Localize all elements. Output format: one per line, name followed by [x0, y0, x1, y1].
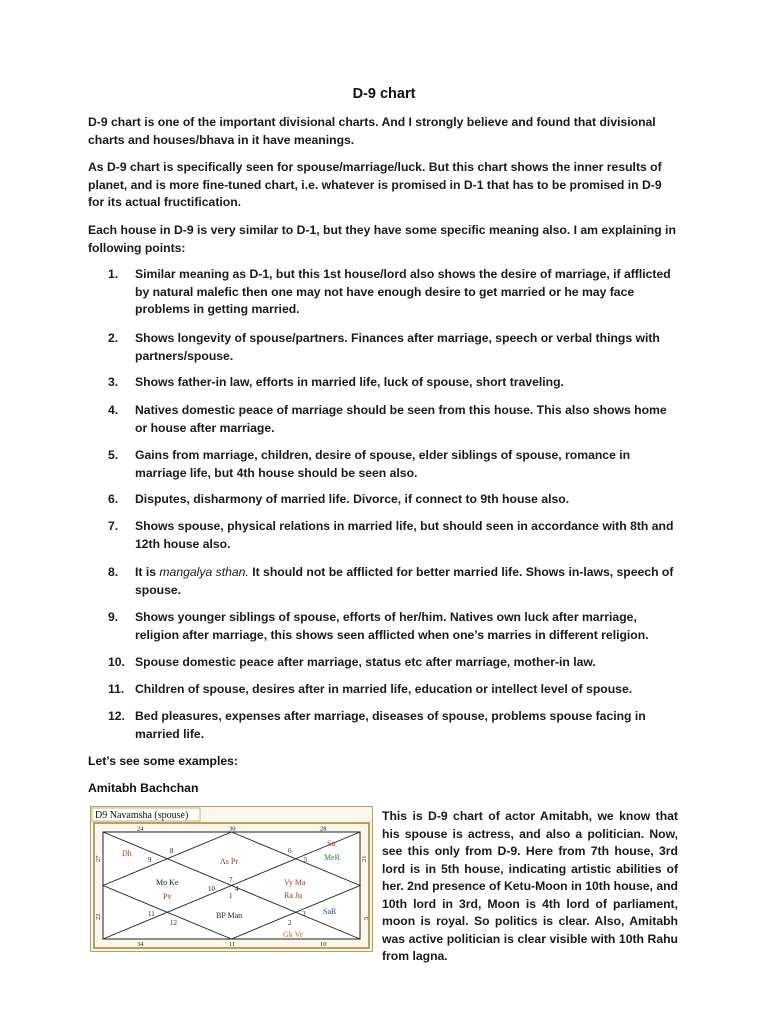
planet-label: As Pr: [220, 857, 239, 866]
list-text: Similar meaning as D-1, but this 1st house/lord also shows the desire of marriage, if afflicted by natural malefic then one may not have enough desire to get married or he may face problems in getting married.: [135, 267, 671, 316]
degree-label: 24: [137, 825, 144, 833]
example-name: Amitabh Bachchan: [88, 781, 199, 795]
house-number: 2: [288, 919, 292, 927]
list-text: Gains from marriage, children, desire of spouse, elder siblings of spouse, romance in marriage life, but 4th house should be seen also.: [135, 448, 631, 480]
list-item: [108, 654, 680, 672]
house-number: 11: [148, 910, 155, 918]
list-number: 4.: [108, 403, 119, 417]
list-number: 12.: [108, 709, 125, 723]
list-text: Bed pleasures, expenses after marriage, diseases of spouse, problems spouse facing in married life.: [135, 709, 646, 741]
degree-label: 10: [320, 941, 327, 948]
list-text-prefix: It is: [135, 565, 160, 579]
purpose-paragraph: As D-9 chart is specifically seen for spouse/marriage/luck. But this chart shows the inner results of planet, and is more fine-tuned chart, i.e. whatever is promised in D-1 that has to be promised in D-9 for its actual fructification.: [88, 160, 662, 209]
list-item: [108, 518, 680, 553]
list-item: [108, 491, 680, 509]
house-number: 7: [229, 876, 233, 884]
planet-label: Su: [327, 839, 336, 848]
list-text: [135, 564, 680, 599]
house-number: 9: [148, 856, 152, 864]
degree-label: 28: [320, 825, 327, 833]
house-number: 8: [170, 847, 174, 855]
list-number: 6.: [108, 492, 119, 506]
list-item: [108, 564, 680, 599]
degree-label: 21: [361, 855, 368, 862]
degree-label: 22: [95, 913, 102, 920]
house-number: 10: [208, 885, 215, 893]
house-number: 12: [170, 919, 177, 927]
list-number: 11.: [108, 682, 125, 696]
list-item: [108, 609, 680, 644]
list-text: Natives domestic peace of marriage should be seen from this house. This also shows home or house after marriage.: [135, 403, 667, 435]
degree-label: 34: [137, 941, 144, 948]
list-item: [108, 681, 680, 699]
list-text: Spouse domestic peace after marriage, status etc after marriage, mother-in law.: [135, 655, 596, 669]
list-item: [108, 374, 680, 392]
house-number: 1: [229, 892, 233, 900]
planet-label: Mo Ke: [156, 878, 179, 887]
planet-label: Pv: [163, 892, 172, 901]
houses-intro-paragraph: Each house in D-9 is very similar to D-1, but they have some specific meaning also. I am explaining in following points:: [88, 223, 676, 255]
list-number: 9.: [108, 610, 119, 624]
navamsha-chart: [90, 806, 373, 952]
list-text-suffix: It should not be afflicted for better married life. Shows in-laws, speech of spouse.: [135, 565, 674, 597]
list-number: 2.: [108, 331, 119, 345]
list-number: 8.: [108, 565, 119, 579]
list-item: [108, 402, 680, 437]
planet-label: Vy Ma: [284, 878, 306, 887]
house-number: 5: [304, 856, 308, 864]
planet-label: Dh: [122, 849, 132, 858]
list-text: Shows younger siblings of spouse, efforts of her/him. Natives own luck after marriage, religion after marriage, this shows seen afflicted when one’s marries in different religion.: [135, 610, 649, 642]
planet-label: Ra Ju: [284, 891, 302, 900]
house-number: 6: [288, 847, 292, 855]
examples-heading: Let’s see some examples:: [88, 754, 238, 768]
list-text: Shows longevity of spouse/partners. Finances after marriage, speech or verbal things with partners/spouse.: [135, 331, 660, 363]
page-title: D-9 chart: [352, 86, 416, 102]
list-text: Children of spouse, desires after in married life, education or intellect level of spouse.: [135, 682, 633, 696]
list-number: 1.: [108, 267, 119, 281]
degree-label: 5: [363, 916, 370, 920]
planet-label: BP Man: [216, 911, 243, 920]
list-text: Disputes, disharmony of married life. Divorce, if connect to 9th house also.: [135, 492, 570, 506]
list-text: Shows spouse, physical relations in married life, but should seen in accordance with 8th and 12th house also.: [135, 519, 674, 551]
list-text: Shows father-in law, efforts in married life, luck of spouse, short traveling.: [135, 375, 564, 389]
list-number: 3.: [108, 375, 119, 389]
chart-title: D9 Navamsha (spouse): [95, 810, 189, 821]
planet-label: SaR: [323, 907, 337, 916]
list-number: 10.: [108, 655, 125, 669]
degree-label: 11: [229, 941, 236, 948]
intro-paragraph: D-9 chart is one of the important divisional charts. And I strongly believe and found that divisional charts and houses/bhava in it have meanings.: [88, 115, 656, 147]
house-number: 4: [235, 885, 239, 893]
list-item: [108, 266, 680, 319]
list-item: [108, 447, 680, 482]
list-item: [108, 708, 680, 743]
mangalya-sthan-term: mangalya sthan.: [159, 565, 249, 579]
degree-label: 27: [95, 855, 102, 862]
chart-description: This is D-9 chart of actor Amitabh, we know that his spouse is actress, and also a politician. Now, see this only from D-9. Here from 7th house, 3rd lord is in 5th house, indicating artistic abilities of her. 2nd presence of Ketu-Moon in 10th house, and 10th lord in 3rd, Moon is 4th lord of parliament, moon is royal. So politics is clear. Also, Amitabh was active politician is clear visible with 10th Rahu from lagna.: [382, 809, 678, 963]
list-item: [108, 330, 680, 365]
house-number: 3: [302, 910, 306, 918]
degree-label: 30: [229, 825, 236, 833]
list-number: 5.: [108, 448, 119, 462]
planet-label: Gk Ve: [283, 930, 304, 939]
planet-label: MeR: [324, 853, 340, 862]
list-number: 7.: [108, 519, 119, 533]
